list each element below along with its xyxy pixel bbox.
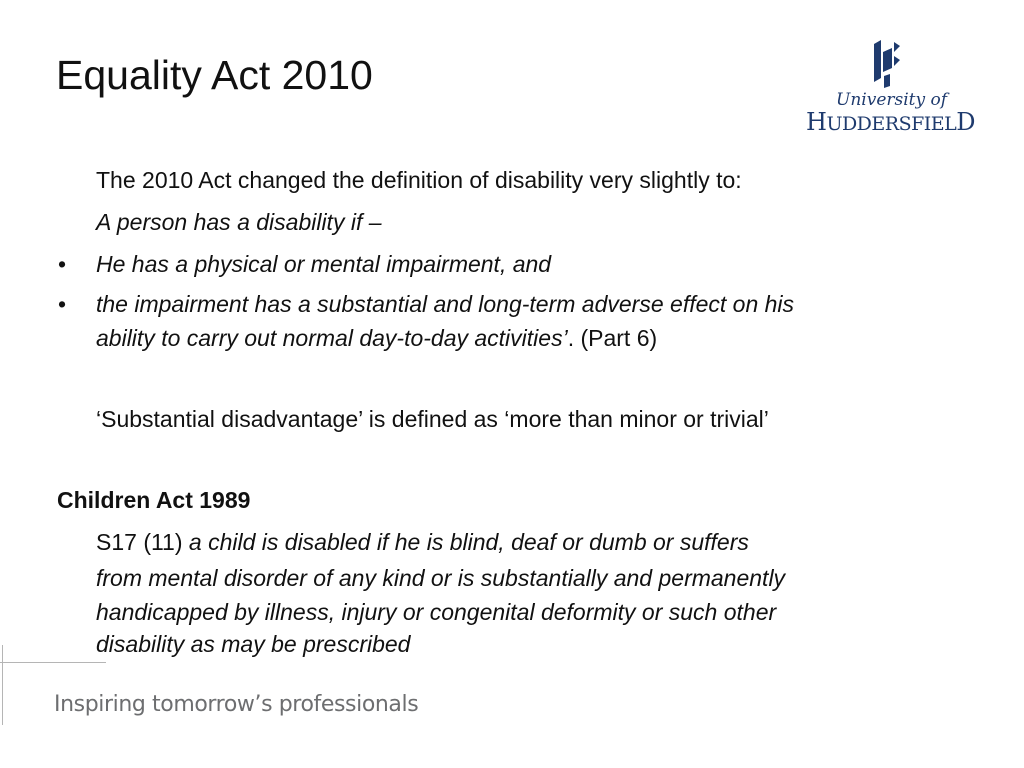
footer-vertical-rule	[2, 645, 3, 725]
bullet-item-effect-line2	[96, 321, 657, 355]
bullet-marker-2: •	[58, 291, 67, 317]
slide-title: Equality Act 2010	[56, 52, 373, 98]
children-act-line3: handicapped by illness, injury or congenital deformity or such other	[96, 599, 777, 625]
bullet-item-effect-part: . (Part 6)	[567, 325, 658, 351]
equality-intro: The 2010 Act changed the definition of disability very slightly to:	[96, 167, 742, 193]
bullet-marker-1: •	[58, 251, 67, 277]
children-act-line2: from mental disorder of any kind or is substantially and permanently	[96, 565, 786, 591]
substantial-disadvantage-text: ‘Substantial disadvantage’ is defined as ‘more than minor or trivial’	[96, 406, 769, 432]
bullet-item-impairment: He has a physical or mental impairment, and	[96, 251, 552, 277]
logo-letter-d: D	[956, 108, 976, 136]
definition-lead: A person has a disability if –	[96, 209, 382, 235]
children-act-heading: Children Act 1989	[57, 487, 251, 513]
children-act-line1	[96, 525, 749, 559]
children-definition-start: a child is disabled if he is blind, deaf or dumb or suffers	[188, 529, 749, 555]
logo-letter-h: H	[806, 108, 827, 136]
bullet-item-effect-italic: ability to carry out normal day-to-day activities’	[96, 325, 568, 351]
children-act-line4: disability as may be prescribed	[96, 631, 411, 657]
logo-letters-middle: UDDERSFIEL	[826, 113, 957, 135]
logo-university-of: University of	[836, 90, 948, 110]
footer-horizontal-rule	[0, 662, 106, 663]
footer-tagline: Inspiring tomorrow’s professionals	[54, 692, 419, 717]
section-reference: S17 (11)	[96, 529, 189, 555]
bullet-item-effect-line1: the impairment has a substantial and long-term adverse effect on his	[96, 291, 795, 317]
